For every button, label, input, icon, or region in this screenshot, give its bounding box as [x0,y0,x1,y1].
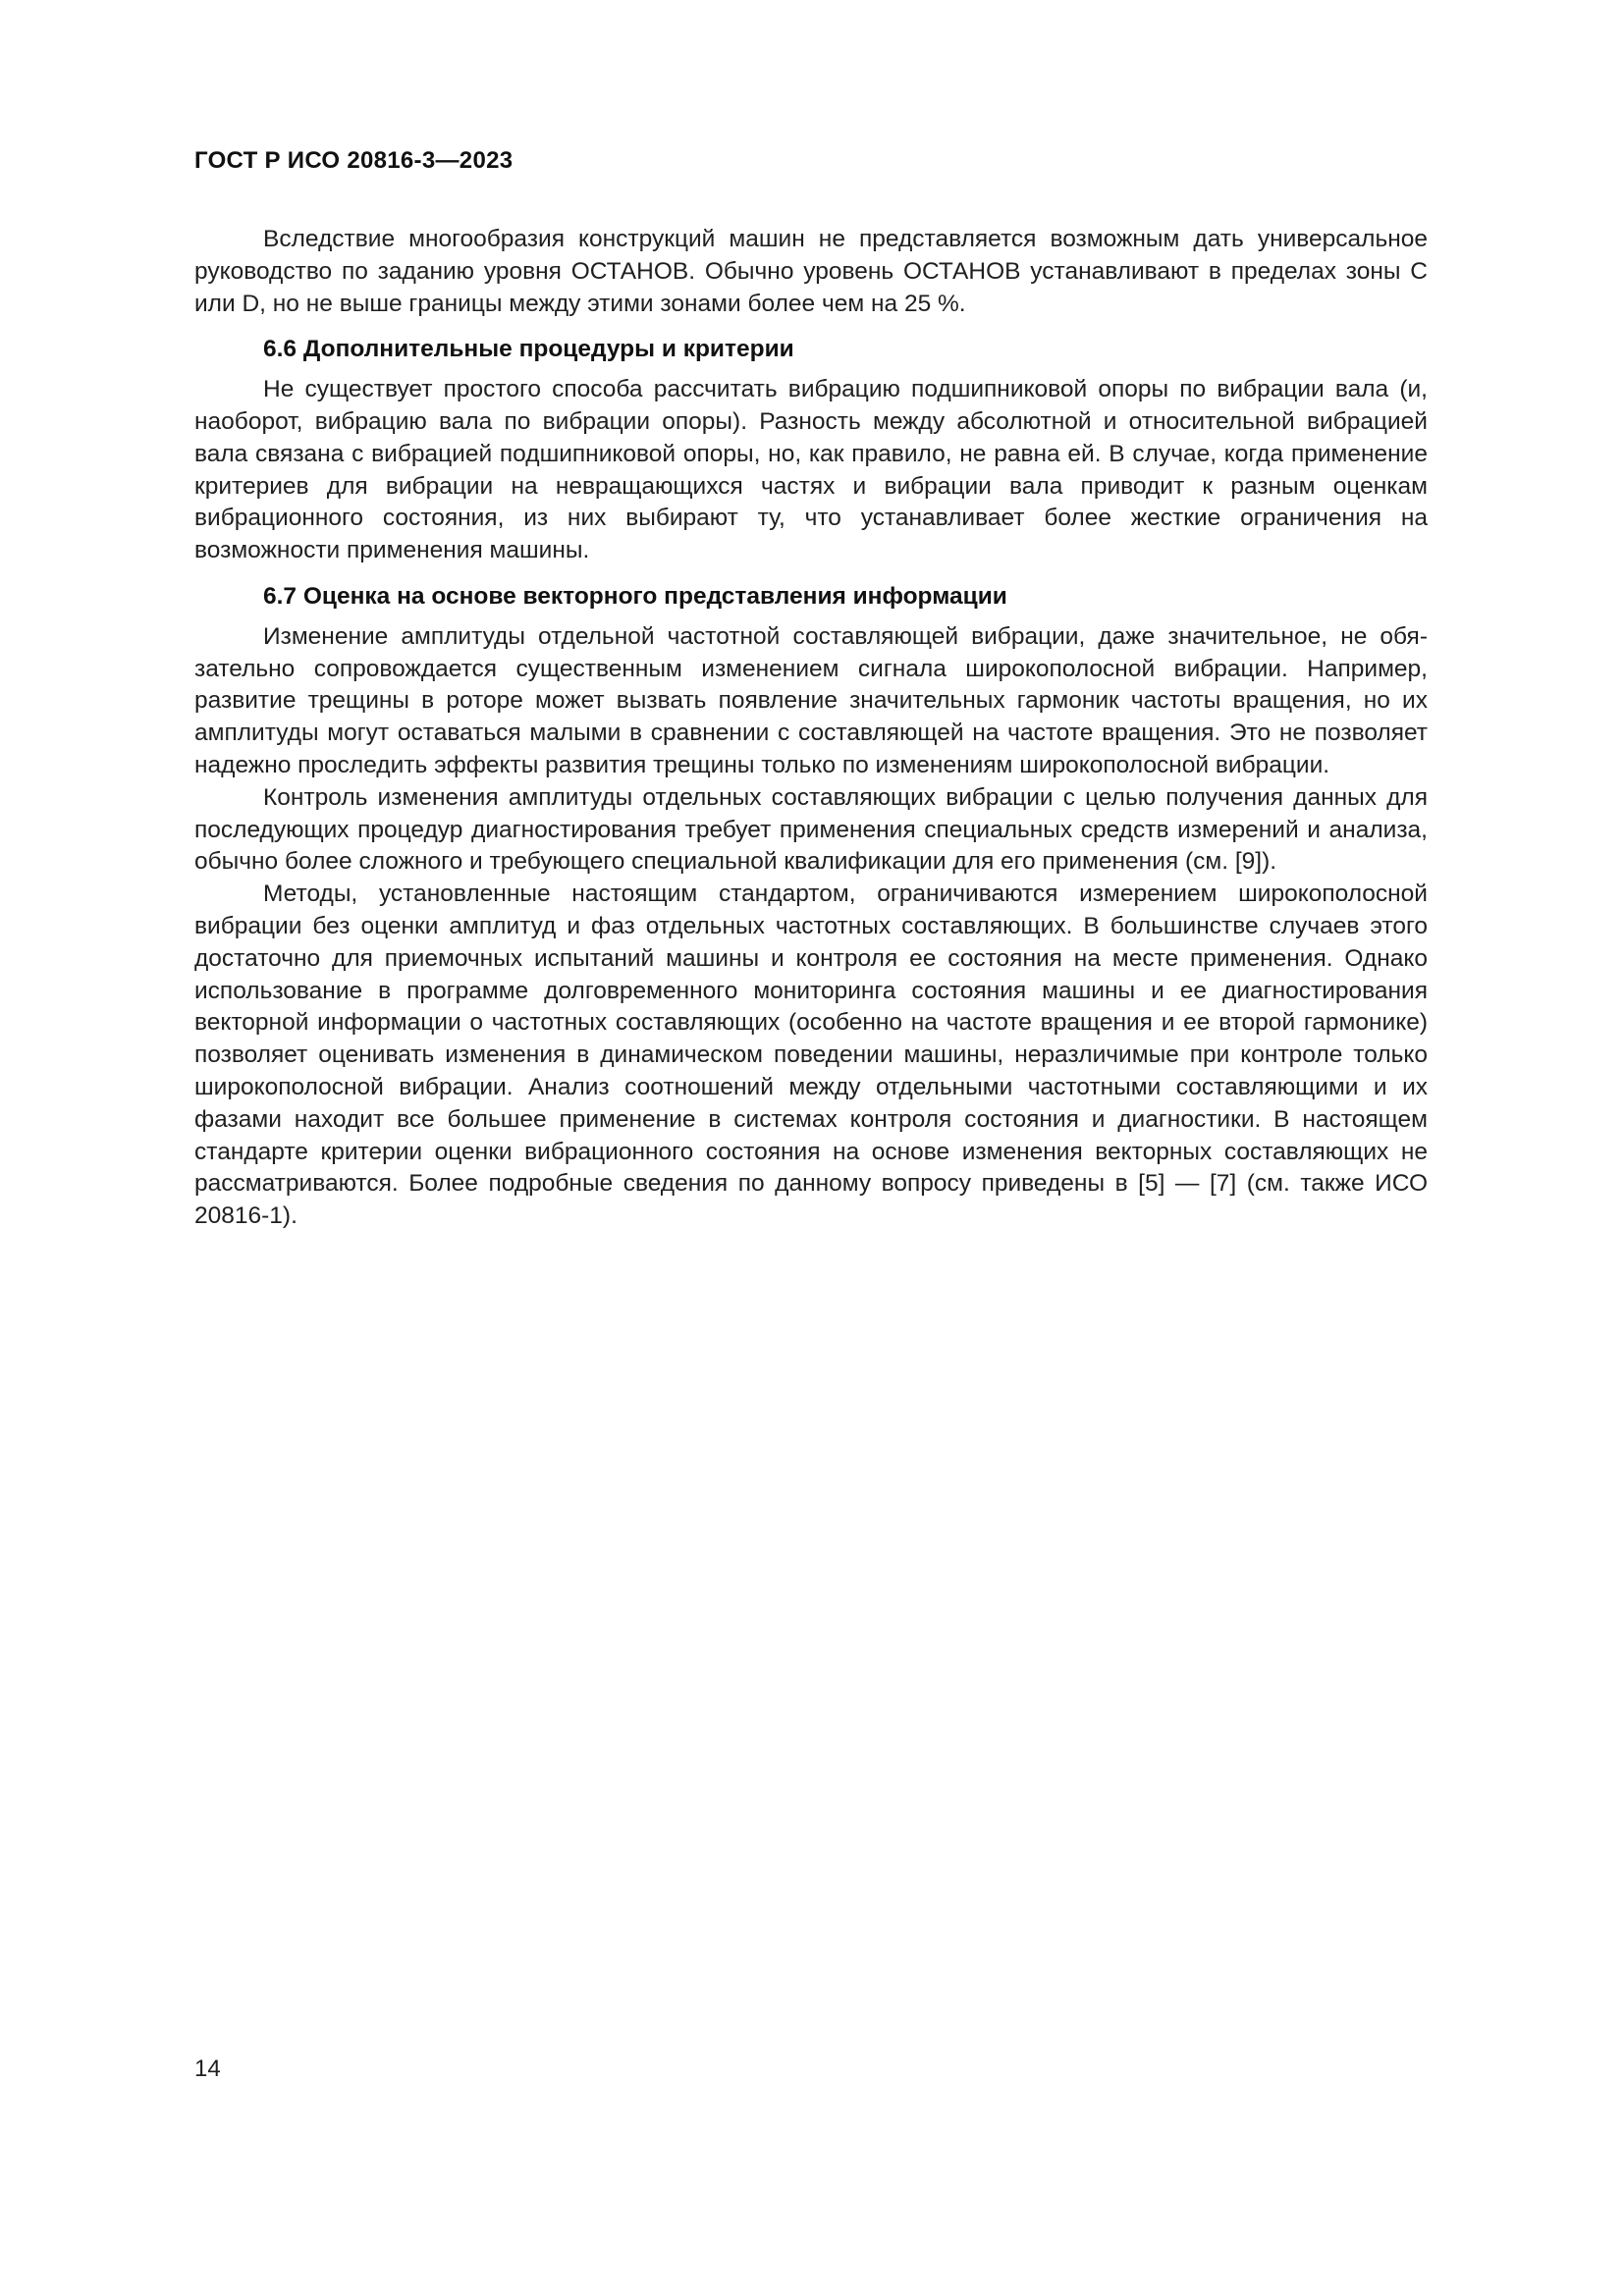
section-6-7-heading: 6.7 Оценка на основе векторного представления информации [263,582,1007,610]
section-6-6-paragraph: Не существует простого способа рассчитать вибрацию подшипниковой опоры по вибрации вала (и, наоборот, вибрацию вала по вибрации опоры). Разность между абсолютной и относительной вибрацией вала связана с вибрацией подшипниковой опоры, но, как правило, не равна ей. В случае, когда применение критериев для вибрации на невращающихся частях и вибрации вала приводит к разным оценкам вибрационного состояния, из них выбирают ту, что устанавливает более жесткие ограничения на возможности применения машины. [194,376,1428,564]
section-6-7-paragraph-3: Методы, установленные настоящим стандартом, ограничиваются измерением широкополосной вибрации без оценки амплитуд и фаз отдельных частотных составляющих. В большинстве случаев этого достаточно для приемочных испытаний машины и контроля ее состояния на месте применения. Однако использование в программе долговременного мониторинга состояния машины и ее диагностирования векторной информации о частотных составляющих (особенно на частоте вращения и ее второй гармонике) позволяет оценивать изменения в динамическом поведении машины, неразличимые при контроле только широкополосной вибрации. Анализ соотношений между отдельными частотными составляющими и их фазами находит все большее применение в системах контроля состояния и диагностики. В настоящем стандарте критерии оценки вибрационного состояния на основе изменения векторных составляющих не рассматриваются. Более подробные сведения по данному вопросу приведены в [5] — [7] (см. также ИСО 20816-1). [194,881,1428,1230]
section-6-7-paragraph-1: Изменение амплитуды отдельной частотной составляющей вибрации, даже значительное, не обязательно сопровождается существенным изменением сигнала широкополосной вибрации. Например, развитие трещины в роторе может вызвать появление значительных гармоник частоты вращения, но их амплитуды могут оставаться малыми в сравнении с составляющей на частоте вращения. Это не позволяет надежно проследить эффекты развития трещины только по изменениям широкополосной вибрации. [194,622,1428,778]
standard-code-header: ГОСТ Р ИСО 20816-3—2023 [194,147,514,174]
page-number: 14 [194,2056,221,2082]
section-6-6-heading: 6.6 Дополнительные процедуры и критерии [263,336,794,363]
section-6-7-paragraph-2: Контроль изменения амплитуды отдельных составляющих вибрации с целью получения данных для последующих процедур диагностирования требует применения специальных средств измерений и анализа, обычно более сложного и требующего специальной квалификации для его применения (см. [9]). [194,783,1428,876]
page-body [194,224,1428,1233]
intro-paragraph: Вследствие многообразия конструкций машин не представляется возможным дать универсальное руководство по заданию уровня ОСТАНОВ. Обычно уровень ОСТАНОВ устанавливают в пределах зоны С или D, но не выше границы между этими зонами более чем на 25 %. [194,226,1428,317]
